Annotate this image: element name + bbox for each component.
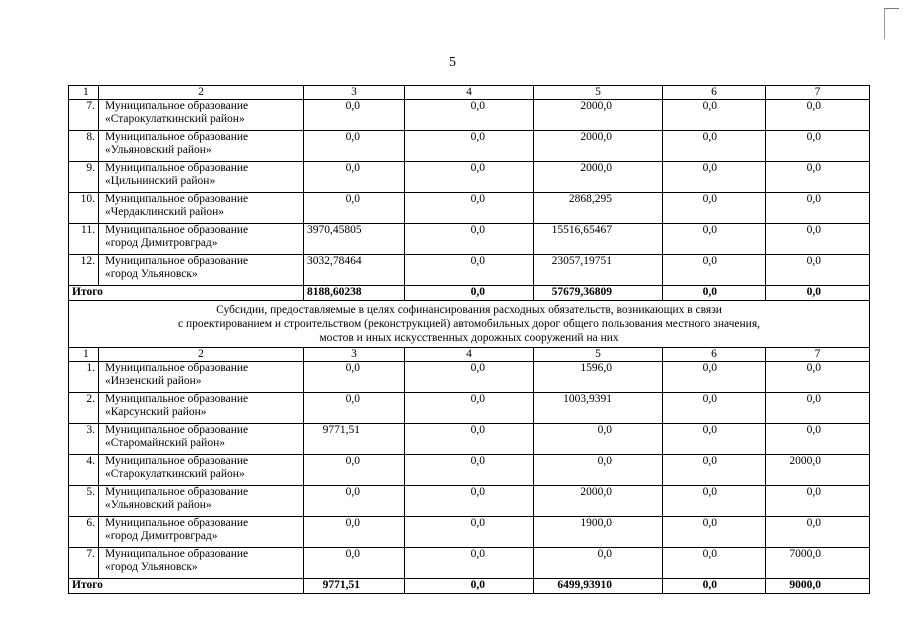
row-number-cell: 4. [69, 455, 99, 486]
table-row [69, 424, 870, 455]
municipality-title-label: «Старокулаткинский район» [105, 113, 245, 125]
value-cell-col5: 1596,0 [534, 362, 663, 393]
table-row [69, 455, 870, 486]
value-cell-col7: 0,0 [766, 224, 870, 255]
total-value-cell-col3: 8188,60238 [304, 286, 405, 301]
total-value-cell-col3: 9771,51 [304, 579, 405, 594]
municipality-type-label: Муниципальное образование [105, 255, 249, 267]
value-cell-col6: 0,0 [663, 193, 766, 224]
value-cell-col6: 0,0 [663, 393, 766, 424]
value-cell-col3: 0,0 [304, 362, 405, 393]
municipality-title-label: «Ульяновский район» [105, 144, 212, 156]
value-cell-col4: 0,0 [405, 393, 534, 424]
column-number-cell: 4 [405, 86, 534, 100]
row-number-cell: 11. [69, 224, 99, 255]
municipality-title-label: «город Ульяновск» [105, 268, 198, 280]
row-number-cell: 8. [69, 131, 99, 162]
row-number-cell: 5. [69, 486, 99, 517]
table-row [69, 100, 870, 131]
value-cell-col5: 2000,0 [534, 162, 663, 193]
value-cell-col5: 0,0 [534, 424, 663, 455]
value-cell-col5: 2000,0 [534, 486, 663, 517]
municipality-type-label: Муниципальное образование [105, 131, 249, 143]
municipality-type-label: Муниципальное образование [105, 224, 249, 236]
municipality-type-label: Муниципальное образование [105, 455, 249, 467]
value-cell-col7: 0,0 [766, 393, 870, 424]
municipality-name-cell [99, 517, 304, 548]
municipality-type-label: Муниципальное образование [105, 362, 249, 374]
value-cell-col3: 0,0 [304, 393, 405, 424]
value-cell-col4: 0,0 [405, 162, 534, 193]
value-cell-col7: 0,0 [766, 100, 870, 131]
value-cell-col4: 0,0 [405, 486, 534, 517]
municipality-title-label: «город Димитровград» [105, 530, 218, 542]
value-cell-col5: 0,0 [534, 455, 663, 486]
value-cell-col5: 2000,0 [534, 100, 663, 131]
column-number-cell: 6 [663, 86, 766, 100]
value-cell-col7: 0,0 [766, 131, 870, 162]
municipality-title-label: «Инзенский район» [105, 375, 202, 387]
section-title-row [69, 301, 870, 348]
municipality-name-cell [99, 455, 304, 486]
value-cell-col6: 0,0 [663, 255, 766, 286]
row-number-cell: 6. [69, 517, 99, 548]
municipality-type-label: Муниципальное образование [105, 517, 249, 529]
municipality-title-label: «Ульяновский район» [105, 499, 212, 511]
row-number-cell: 3. [69, 424, 99, 455]
municipality-title-label: «Карсунский район» [105, 406, 207, 418]
municipality-type-label: Муниципальное образование [105, 548, 249, 560]
municipality-title-label: «Чердаклинский район» [105, 206, 225, 218]
table-row [69, 486, 870, 517]
value-cell-col3: 0,0 [304, 131, 405, 162]
row-number-cell: 2. [69, 393, 99, 424]
municipality-name-cell [99, 486, 304, 517]
municipality-name-cell [99, 424, 304, 455]
value-cell-col7: 0,0 [766, 193, 870, 224]
section-title-line: Субсидии, предоставляемые в целях софинансирования расходных обязательств, возникающих в связи [216, 304, 722, 316]
row-number-cell: 7. [69, 548, 99, 579]
total-value-cell-col4: 0,0 [405, 579, 534, 594]
value-cell-col6: 0,0 [663, 548, 766, 579]
value-cell-col7: 7000,0 [766, 548, 870, 579]
municipality-type-label: Муниципальное образование [105, 193, 249, 205]
column-number-row [69, 348, 870, 362]
total-value-cell-col7: 9000,0 [766, 579, 870, 594]
table-row [69, 162, 870, 193]
subsidy-table [68, 85, 870, 594]
municipality-name-cell [99, 100, 304, 131]
column-number-cell: 5 [534, 86, 663, 100]
value-cell-col4: 0,0 [405, 362, 534, 393]
column-number-cell: 2 [99, 348, 304, 362]
row-number-cell: 9. [69, 162, 99, 193]
value-cell-col3: 0,0 [304, 193, 405, 224]
value-cell-col5: 0,0 [534, 548, 663, 579]
total-value-cell-col5: 57679,36809 [534, 286, 663, 301]
total-row [69, 286, 870, 301]
table-row [69, 255, 870, 286]
value-cell-col4: 0,0 [405, 131, 534, 162]
value-cell-col3: 3032,78464 [304, 255, 405, 286]
value-cell-col4: 0,0 [405, 548, 534, 579]
value-cell-col3: 0,0 [304, 455, 405, 486]
value-cell-col5: 2868,295 [534, 193, 663, 224]
value-cell-col6: 0,0 [663, 517, 766, 548]
municipality-type-label: Муниципальное образование [105, 162, 249, 174]
row-number-cell: 10. [69, 193, 99, 224]
value-cell-col7: 0,0 [766, 162, 870, 193]
value-cell-col6: 0,0 [663, 486, 766, 517]
municipality-name-cell [99, 393, 304, 424]
value-cell-col7: 0,0 [766, 486, 870, 517]
value-cell-col3: 0,0 [304, 162, 405, 193]
section-title-line: мостов и иных искусственных дорожных сооружений на них [319, 332, 619, 344]
total-value-cell-col5: 6499,93910 [534, 579, 663, 594]
value-cell-col6: 0,0 [663, 362, 766, 393]
total-value-cell-col6: 0,0 [663, 286, 766, 301]
column-number-cell: 3 [304, 86, 405, 100]
value-cell-col4: 0,0 [405, 517, 534, 548]
scan-edge-mark [884, 8, 899, 39]
municipality-name-cell [99, 362, 304, 393]
column-number-cell: 2 [99, 86, 304, 100]
column-number-cell: 5 [534, 348, 663, 362]
municipality-name-cell [99, 193, 304, 224]
value-cell-col4: 0,0 [405, 255, 534, 286]
municipality-title-label: «Цильнинский район» [105, 175, 216, 187]
municipality-title-label: «Старокулаткинский район» [105, 468, 245, 480]
municipality-name-cell [99, 548, 304, 579]
value-cell-col4: 0,0 [405, 100, 534, 131]
municipality-name-cell [99, 162, 304, 193]
total-value-cell-col4: 0,0 [405, 286, 534, 301]
total-label-cell: Итого [69, 286, 304, 301]
column-number-cell: 7 [766, 348, 870, 362]
total-label-cell: Итого [69, 579, 304, 594]
section-title-line: с проектированием и строительством (реконструкцией) автомобильных дорог общего пользования местного значения, [177, 318, 760, 330]
value-cell-col5: 1003,9391 [534, 393, 663, 424]
total-value-cell-col7: 0,0 [766, 286, 870, 301]
value-cell-col7: 0,0 [766, 517, 870, 548]
value-cell-col7: 0,0 [766, 362, 870, 393]
municipality-type-label: Муниципальное образование [105, 100, 249, 112]
value-cell-col7: 0,0 [766, 255, 870, 286]
municipality-type-label: Муниципальное образование [105, 486, 249, 498]
municipality-name-cell [99, 255, 304, 286]
column-number-cell: 1 [69, 348, 99, 362]
total-row [69, 579, 870, 594]
table-row [69, 131, 870, 162]
row-number-cell: 12. [69, 255, 99, 286]
table-row [69, 548, 870, 579]
row-number-cell: 7. [69, 100, 99, 131]
page-number: 5 [449, 55, 456, 70]
municipality-type-label: Муниципальное образование [105, 393, 249, 405]
value-cell-col7: 2000,0 [766, 455, 870, 486]
column-number-cell: 1 [69, 86, 99, 100]
value-cell-col3: 9771,51 [304, 424, 405, 455]
value-cell-col5: 15516,65467 [534, 224, 663, 255]
value-cell-col6: 0,0 [663, 162, 766, 193]
value-cell-col6: 0,0 [663, 455, 766, 486]
value-cell-col5: 23057,19751 [534, 255, 663, 286]
table-row [69, 517, 870, 548]
value-cell-col3: 3970,45805 [304, 224, 405, 255]
municipality-title-label: «город Димитровград» [105, 237, 218, 249]
municipality-name-cell [99, 131, 304, 162]
column-number-cell: 6 [663, 348, 766, 362]
value-cell-col5: 2000,0 [534, 131, 663, 162]
value-cell-col4: 0,0 [405, 455, 534, 486]
value-cell-col3: 0,0 [304, 486, 405, 517]
value-cell-col4: 0,0 [405, 193, 534, 224]
table-row [69, 362, 870, 393]
column-number-cell: 4 [405, 348, 534, 362]
table-row [69, 224, 870, 255]
municipality-title-label: «Старомайнский район» [105, 437, 225, 449]
municipality-name-cell [99, 224, 304, 255]
municipality-title-label: «город Ульяновск» [105, 561, 198, 573]
municipality-type-label: Муниципальное образование [105, 424, 249, 436]
total-value-cell-col6: 0,0 [663, 579, 766, 594]
value-cell-col4: 0,0 [405, 424, 534, 455]
value-cell-col6: 0,0 [663, 100, 766, 131]
value-cell-col6: 0,0 [663, 131, 766, 162]
value-cell-col4: 0,0 [405, 224, 534, 255]
table-row [69, 193, 870, 224]
value-cell-col7: 0,0 [766, 424, 870, 455]
value-cell-col6: 0,0 [663, 224, 766, 255]
row-number-cell: 1. [69, 362, 99, 393]
value-cell-col5: 1900,0 [534, 517, 663, 548]
value-cell-col3: 0,0 [304, 100, 405, 131]
value-cell-col6: 0,0 [663, 424, 766, 455]
section-title-cell [69, 301, 870, 348]
value-cell-col3: 0,0 [304, 517, 405, 548]
column-number-cell: 3 [304, 348, 405, 362]
table-row [69, 393, 870, 424]
subsidy-table-body [69, 86, 870, 594]
column-number-cell: 7 [766, 86, 870, 100]
value-cell-col3: 0,0 [304, 548, 405, 579]
column-number-row [69, 86, 870, 100]
